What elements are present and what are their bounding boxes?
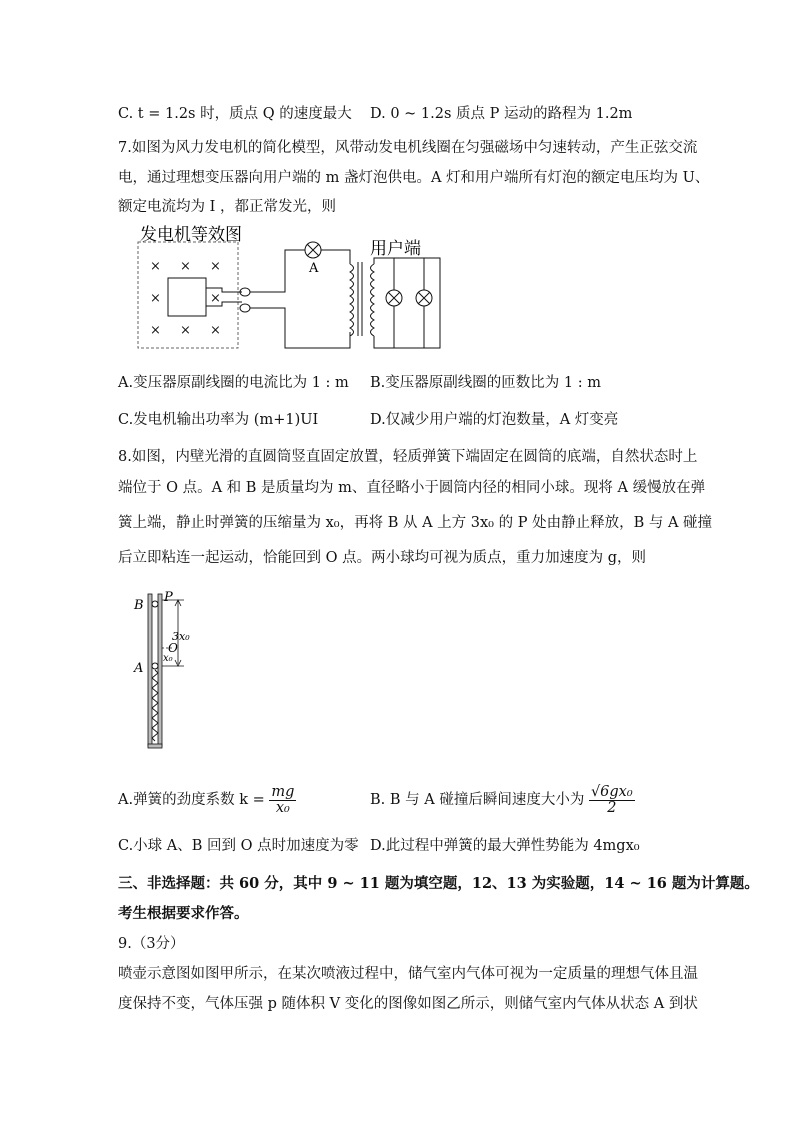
q7-stem-line1: 7.如图为风力发电机的简化模型，风带动发电机线圈在匀强磁场中匀速转动，产生正弦交流 (118, 140, 698, 156)
q7-stem-line3: 额定电流均为 I ，都正常发光，则 (118, 199, 336, 215)
generator-label: 发电机等效图 (140, 225, 242, 245)
q9-stem-line2: 度保持不变，气体压强 p 随体积 V 变化的图像如图乙所示，则储气室内气体从状态 A 到状 (118, 996, 698, 1012)
q8-option-c: C.小球 A、B 回到 O 点时加速度为零 (118, 838, 359, 854)
q8-option-d: D.此过程中弹簧的最大弹性势能为 4mgx₀ (370, 838, 640, 854)
svg-text:×: × (150, 291, 161, 306)
spring-icon (152, 670, 158, 741)
svg-text:×: × (150, 259, 161, 274)
q6-option-d: D. 0 ~ 1.2s 质点 P 运动的路程为 1.2m (370, 106, 633, 122)
q7-option-a: A.变压器原副线圈的电流比为 1 : m (118, 375, 349, 391)
point-o-label: O (168, 641, 178, 655)
section3-heading-line2: 考生根据要求作答。 (118, 905, 249, 922)
fraction-numerator: mg (271, 783, 295, 800)
magnetic-field-cross-icons (150, 259, 221, 338)
primary-coil-icon (350, 264, 354, 336)
q8-stem-line2: 端位于 O 点。A 和 B 是质量均为 m、直径略小于圆筒内径的相同小球。现将 A 缓慢放在弹 (118, 480, 706, 496)
q7-circuit-diagram (130, 222, 450, 354)
q6-option-c: C. t = 1.2s 时，质点 Q 的速度最大 (118, 106, 352, 122)
q8-option-b-fraction (589, 785, 635, 816)
ball-b-label: B (134, 598, 144, 613)
section3-heading-line1: 三、非选择题：共 60 分，其中 9 ~ 11 题为填空题，12、13 为实验题，14 ~ 16 题为计算题。 (118, 875, 759, 892)
svg-text:×: × (210, 291, 221, 306)
fraction-denominator: 2 (607, 799, 617, 816)
fraction-denominator: x₀ (275, 799, 290, 816)
secondary-coil-icon (371, 264, 375, 336)
dim-x0-label: x₀ (163, 653, 173, 664)
q9-header: 9.（3分） (118, 936, 185, 952)
q7-option-c: C.发电机输出功率为 (m+1)UI (118, 412, 319, 428)
q8-option-b-text: B. B 与 A 碰撞后瞬间速度大小为 (370, 792, 585, 808)
q7-stem-line2: 电，通过理想变压器向用户端的 m 盏灯泡供电。A 灯和用户端所有灯泡的额定电压均为 U、 (118, 170, 710, 186)
q7-option-d: D.仅减少用户端的灯泡数量，A 灯变亮 (370, 412, 619, 428)
user-end-label: 用户端 (370, 239, 421, 259)
svg-text:×: × (210, 323, 221, 338)
q8-option-a-fraction (269, 785, 296, 816)
ball-b-icon (152, 601, 158, 607)
svg-text:×: × (180, 323, 191, 338)
point-p-label: P (164, 590, 173, 605)
lamp-a-label: A (309, 261, 319, 276)
q7-option-b: B.变压器原副线圈的匝数比为 1 : m (370, 375, 601, 391)
q8-option-a-text: A.弹簧的劲度系数 k = (118, 792, 265, 808)
q8-option-b (370, 782, 635, 818)
q8-stem-line3: 簧上端，静止时弹簧的压缩量为 x₀，再将 B 从 A 上方 3x₀ 的 P 处由静止释放，B 与 A 碰撞 (118, 515, 713, 531)
dim-3x0-label: 3x₀ (172, 630, 190, 643)
q8-cylinder-diagram (128, 588, 208, 750)
q8-stem-line4: 后立即粘连一起运动，恰能回到 O 点。两小球均可视为质点，重力加速度为 g，则 (118, 550, 646, 566)
fraction-numerator: √6gx₀ (590, 783, 633, 800)
svg-text:×: × (150, 323, 161, 338)
ball-a-icon (152, 663, 158, 669)
q9-stem-line1: 喷壶示意图如图甲所示，在某次喷液过程中，储气室内气体可视为一定质量的理想气体且温 (118, 966, 698, 982)
ball-a-label: A (134, 661, 144, 676)
q8-stem-line1: 8.如图，内壁光滑的直圆筒竖直固定放置，轻质弹簧下端固定在圆筒的底端，自然状态时上 (118, 449, 698, 465)
q8-option-a (118, 782, 296, 818)
coil-icon (168, 278, 206, 316)
svg-text:×: × (180, 259, 191, 274)
svg-text:×: × (210, 259, 221, 274)
